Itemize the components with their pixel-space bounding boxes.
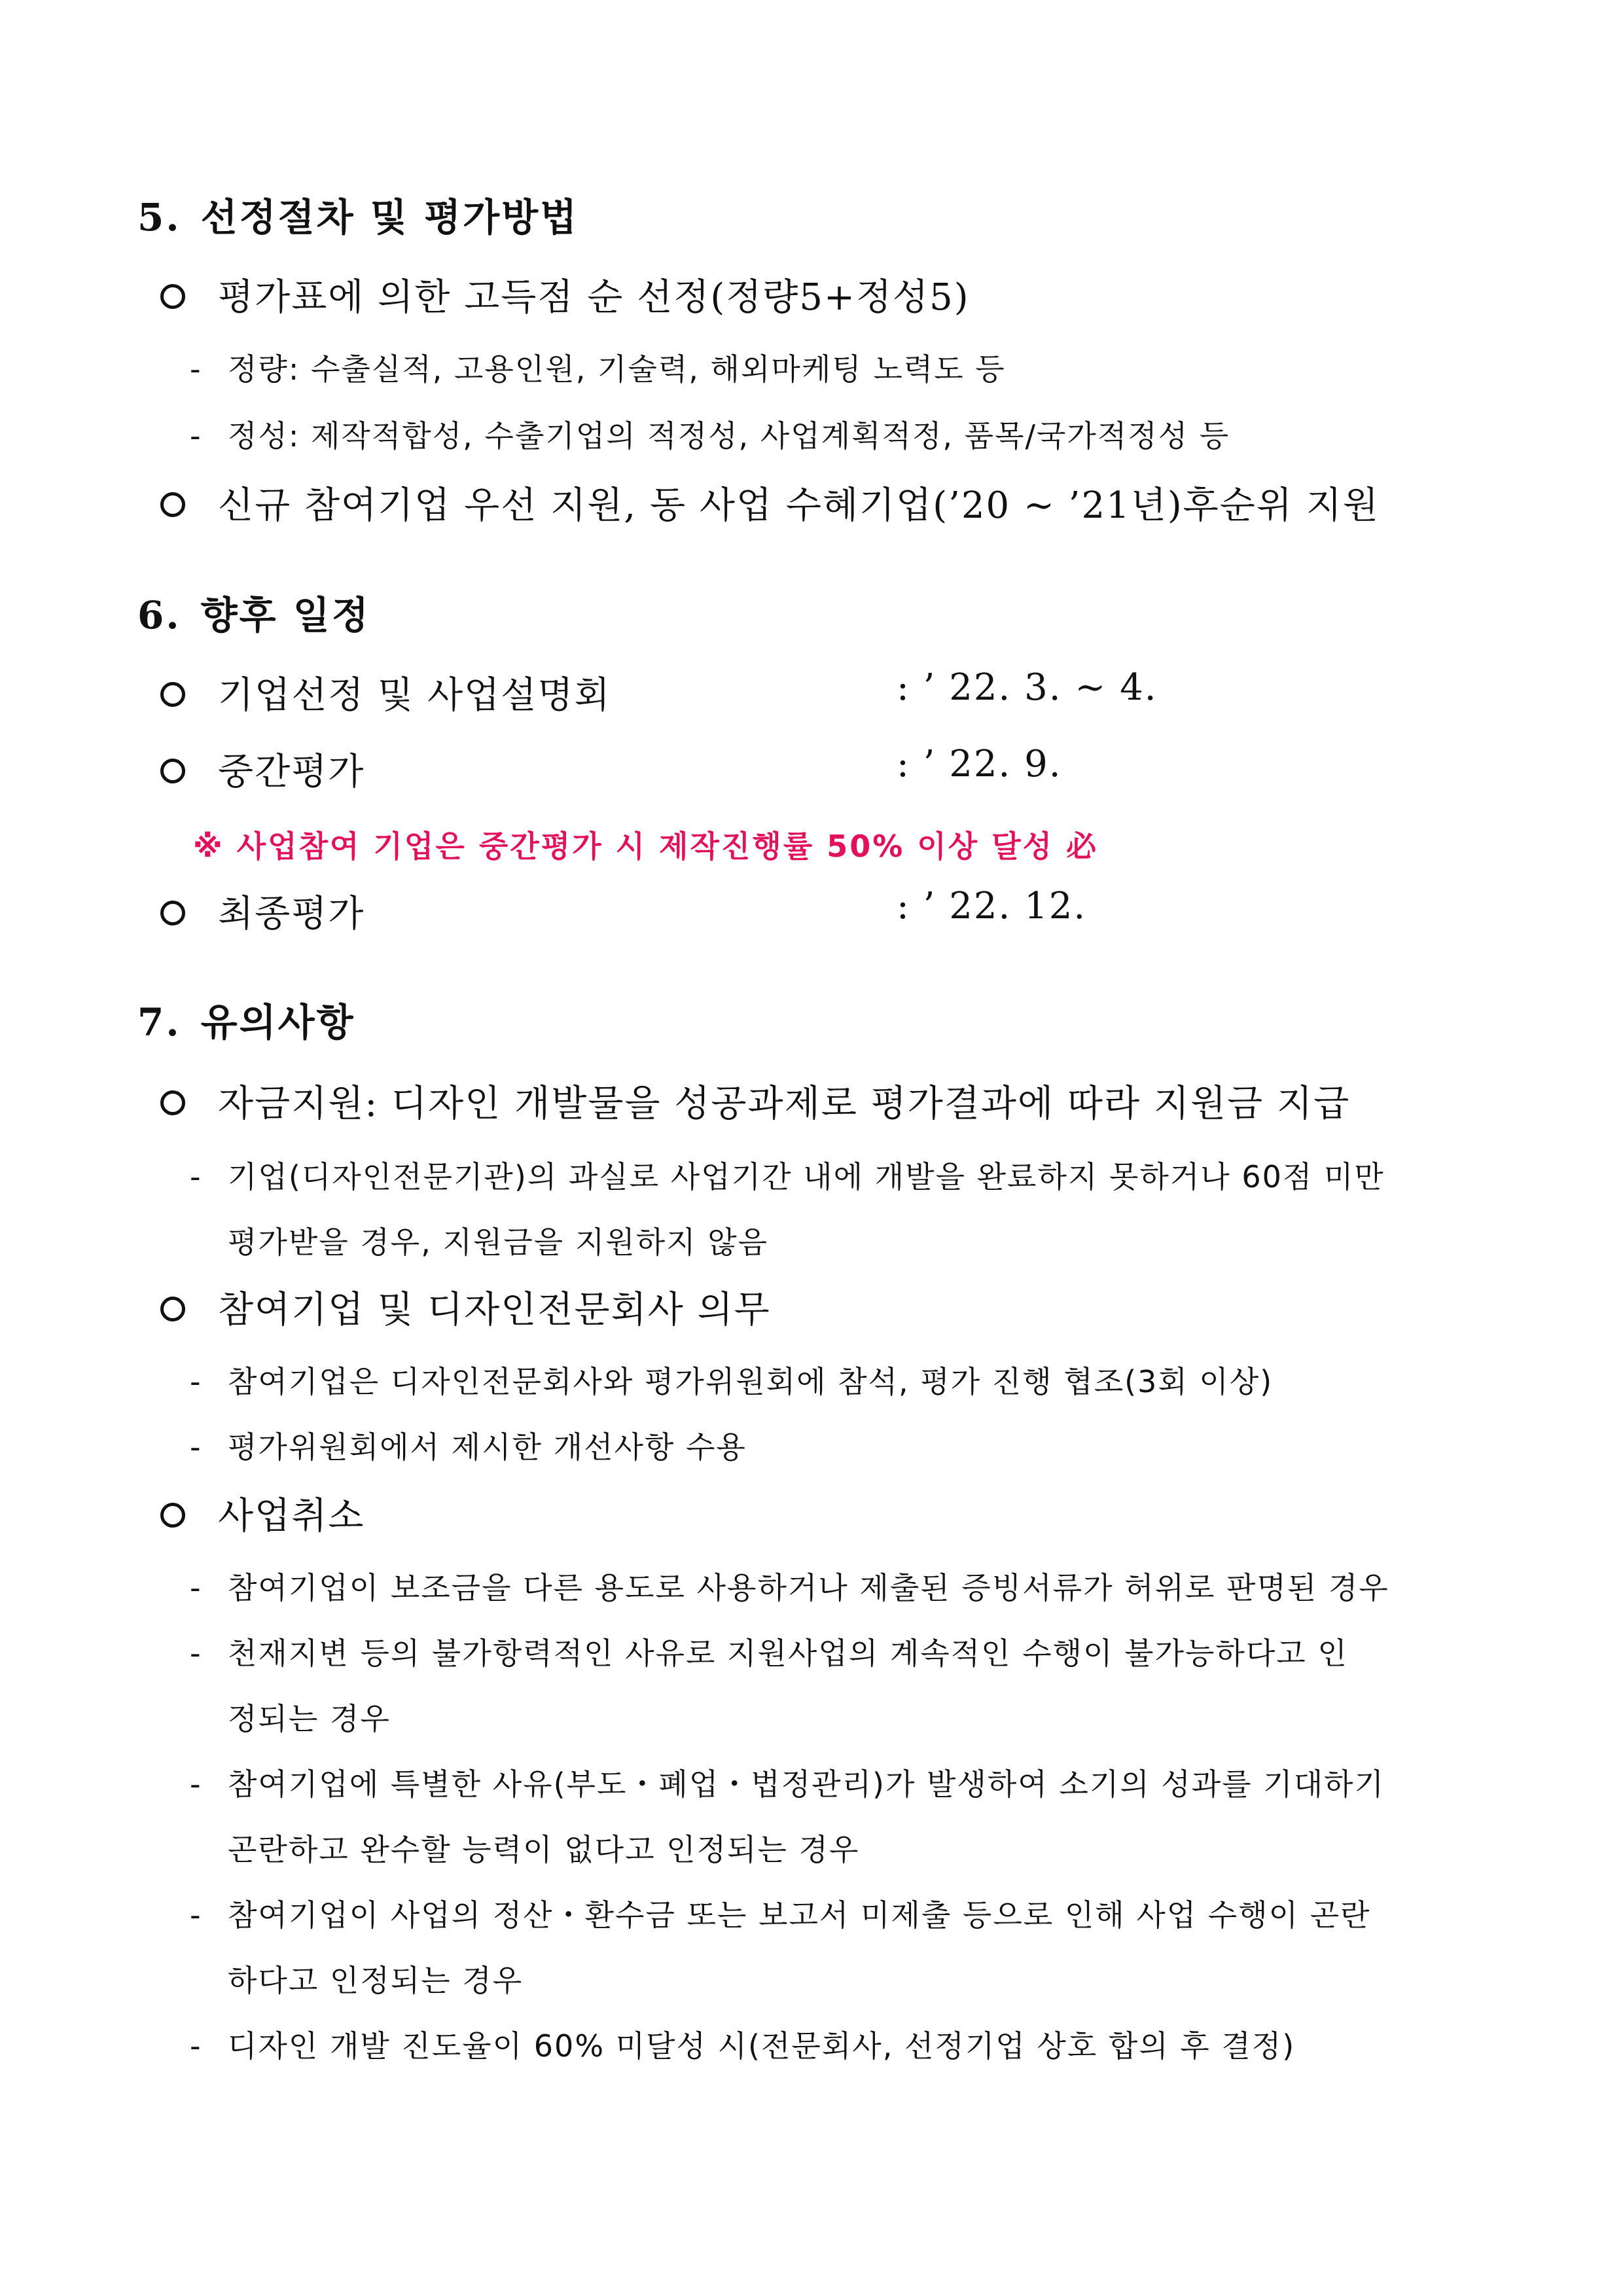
circle-bullet-icon (160, 1297, 185, 1321)
schedule-date: : ’ 22. 12. (897, 885, 1087, 927)
schedule-date: : ’ 22. 9. (897, 743, 1062, 785)
schedule-date: : ’ 22. 3. ~ 4. (897, 666, 1158, 709)
bullet-text: 평가표에 의한 고득점 순 선정(정량5+정성5) (218, 276, 970, 319)
section-number: 7. (137, 1000, 181, 1045)
dash-text: 참여기업이 사업의 정산・환수금 또는 보고서 미제출 등으로 인해 사업 수행이 곤란 (228, 1897, 1371, 1933)
section-number: 5. (137, 195, 181, 240)
bullet-item (160, 1075, 1350, 1127)
dash-item: - 참여기업이 사업의 정산・환수금 또는 보고서 미제출 등으로 인해 사업 수행이 곤란 (190, 1897, 1371, 1933)
bullet-text: 사업취소 (218, 1495, 365, 1537)
dash-text-continued: 평가받을 경우, 지원금을 지원하지 않음 (228, 1225, 769, 1260)
dash-text-continued: 곤란하고 완수할 능력이 없다고 인정되는 경우 (228, 1832, 860, 1867)
dash-text: 정성: 제작적합성, 수출기업의 적정성, 사업계획적정, 품목/국가적정성 등 (228, 418, 1230, 454)
dash-text: 평가위원회에서 제시한 개선사항 수용 (228, 1429, 747, 1465)
circle-bullet-icon (160, 284, 185, 309)
dash-item: - 기업(디자인전문기관)의 과실로 사업기간 내에 개발을 완료하지 못하거나 60점 미만 (190, 1159, 1385, 1194)
dash-text: 참여기업에 특별한 사유(부도・폐업・법정관리)가 발생하여 소기의 성과를 기대하기 (228, 1767, 1385, 1802)
dash-item: - 정성: 제작적합성, 수출기업의 적정성, 사업계획적정, 품목/국가적정성 등 (190, 418, 1230, 454)
circle-bullet-icon (160, 1503, 185, 1528)
circle-bullet-icon (160, 682, 185, 707)
dash-item: - 평가위원회에서 제시한 개선사항 수용 (190, 1429, 747, 1465)
schedule-label: 기업선정 및 사업설명회 (218, 674, 611, 717)
dash-text: 천재지변 등의 불가항력적인 사유로 지원사업의 계속적인 수행이 불가능하다고 인 (228, 1636, 1348, 1671)
circle-bullet-icon (160, 492, 185, 517)
dash-item: - 디자인 개발 진도율이 60% 미달성 시(전문회사, 선정기업 상호 합의 후 결정) (190, 2028, 1296, 2064)
schedule-note: ※ 사업참여 기업은 중간평가 시 제작진행률 50% 이상 달성 必 (193, 829, 1099, 864)
dash-item: - 천재지변 등의 불가항력적인 사유로 지원사업의 계속적인 수행이 불가능하다고 인 (190, 1636, 1348, 1671)
dash-item: - 정량: 수출실적, 고용인원, 기술력, 해외마케팅 노력도 등 (190, 351, 1006, 387)
schedule-item (160, 666, 611, 719)
dash-item: - 참여기업에 특별한 사유(부도・폐업・법정관리)가 발생하여 소기의 성과를 기대하기 (190, 1767, 1385, 1802)
dash-text: 기업(디자인전문기관)의 과실로 사업기간 내에 개발을 완료하지 못하거나 60점 미만 (228, 1159, 1385, 1194)
circle-bullet-icon (160, 901, 185, 925)
dash-text: 정량: 수출실적, 고용인원, 기술력, 해외마케팅 노력도 등 (228, 351, 1006, 387)
circle-bullet-icon (160, 759, 185, 783)
section-number: 6. (137, 593, 181, 637)
section-7-heading (137, 992, 355, 1047)
schedule-label: 중간평가 (218, 751, 365, 793)
section-title: 향후 일정 (200, 593, 370, 637)
bullet-text: 참여기업 및 디자인전문회사 의무 (218, 1289, 771, 1331)
circle-bullet-icon (160, 1090, 185, 1115)
section-title: 선정절차 및 평가방법 (200, 195, 579, 240)
dash-text-continued: 정되는 경우 (228, 1701, 391, 1736)
dash-item: - 참여기업이 보조금을 다른 용도로 사용하거나 제출된 증빙서류가 허위로 판명된 경우 (190, 1570, 1389, 1605)
section-title: 유의사항 (200, 1000, 355, 1045)
bullet-item (160, 268, 970, 321)
bullet-item (160, 476, 1380, 529)
schedule-item (160, 885, 365, 937)
section-6-heading (137, 584, 370, 639)
bullet-item (160, 1487, 365, 1539)
bullet-text: 자금지원: 디자인 개발물을 성공과제로 평가결과에 따라 지원금 지급 (218, 1083, 1351, 1125)
section-5-heading (137, 187, 579, 242)
bullet-item (160, 1281, 771, 1333)
schedule-label: 최종평가 (218, 893, 365, 935)
schedule-item (160, 743, 365, 795)
bullet-text: 신규 참여기업 우선 지원, 동 사업 수혜기업(’20 ~ ’21년)후순위 지원 (218, 484, 1380, 527)
dash-text: 참여기업이 보조금을 다른 용도로 사용하거나 제출된 증빙서류가 허위로 판명된 경우 (228, 1570, 1389, 1605)
dash-text-continued: 하다고 인정되는 경우 (228, 1963, 524, 1998)
dash-text: 디자인 개발 진도율이 60% 미달성 시(전문회사, 선정기업 상호 합의 후 결정) (228, 2028, 1296, 2064)
dash-item: - 참여기업은 디자인전문회사와 평가위원회에 참석, 평가 진행 협조(3회 이상) (190, 1364, 1274, 1399)
dash-text: 참여기업은 디자인전문회사와 평가위원회에 참석, 평가 진행 협조(3회 이상) (228, 1364, 1274, 1399)
